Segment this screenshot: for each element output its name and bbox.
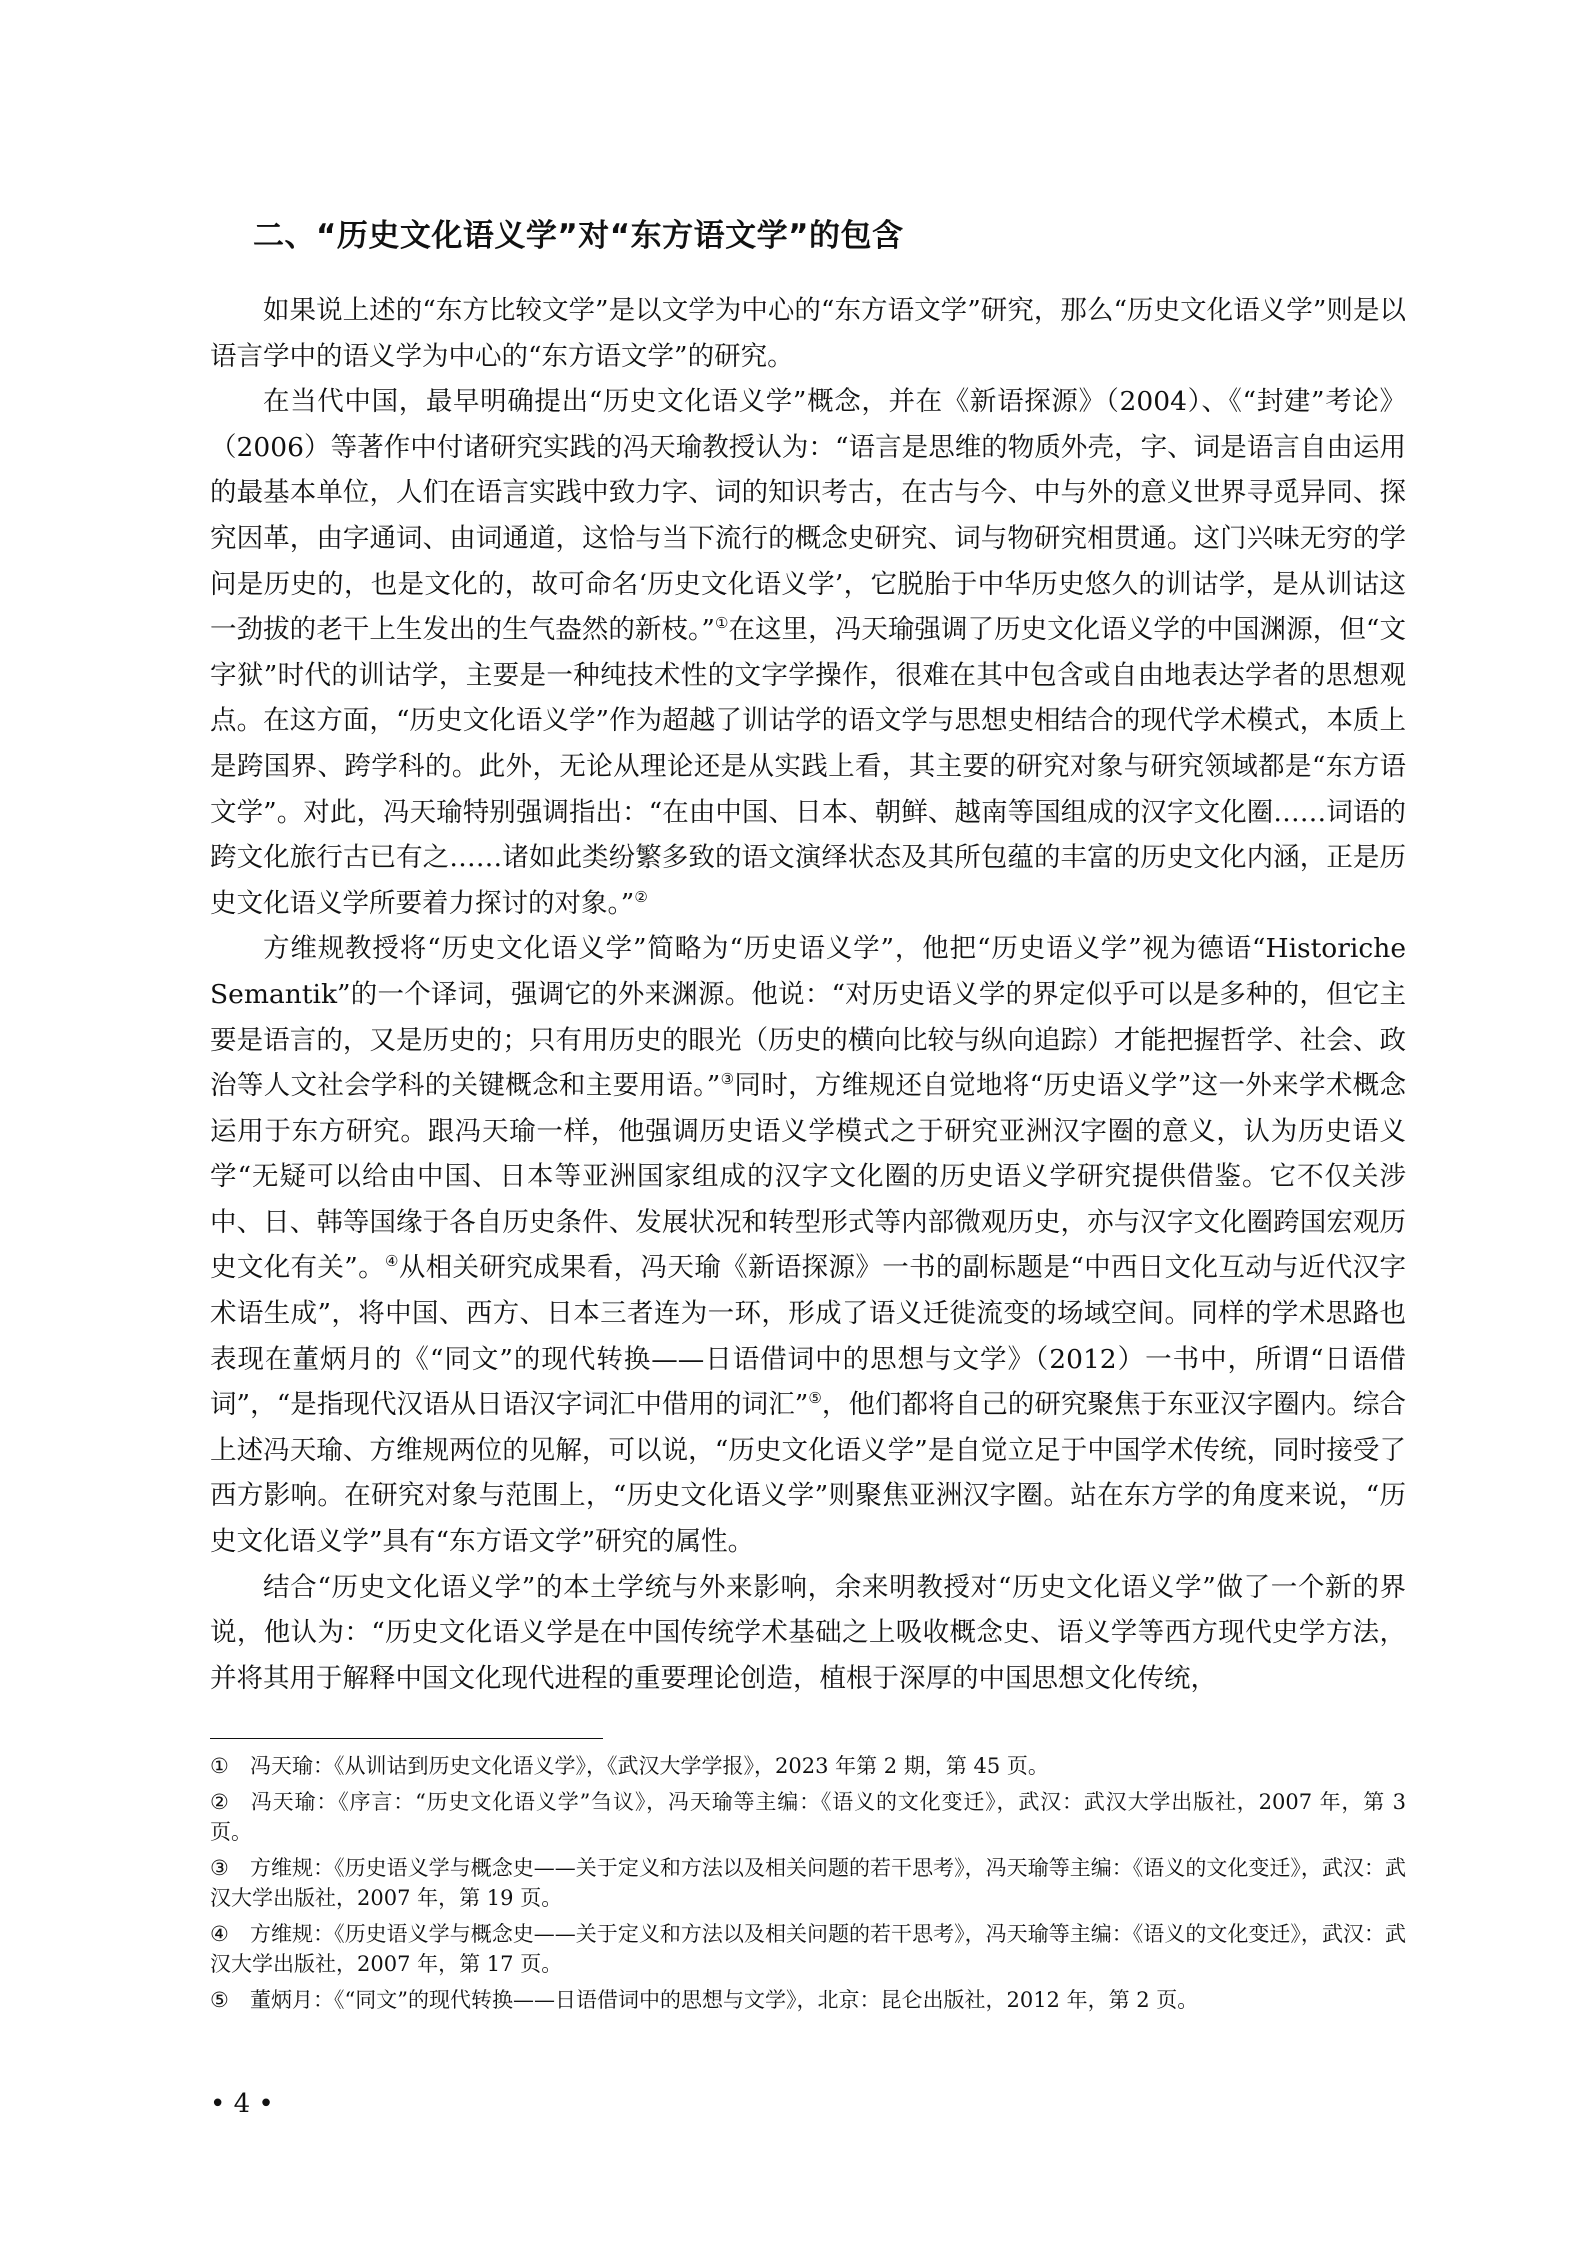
footnote-ref[interactable]: ① <box>714 614 729 633</box>
footnote-item <box>210 1787 1406 1847</box>
footnote-mark: ① <box>210 1754 229 1778</box>
section-heading: 二、“历史文化语义学”对“东方语文学”的包含 <box>253 218 904 254</box>
footnote-ref[interactable]: ④ <box>385 1252 399 1271</box>
footnote-item <box>210 1985 1406 2015</box>
footnote-item <box>210 1751 1406 1781</box>
paragraph-text: 结合“历史文化语义学”的本土学统与外来影响，余来明教授对“历史文化语义学”做了一个新的界说，他认为：“历史文化语义学是在中国传统学术基础之上吸收概念史、语义学等西方现代史学方法，并将其用于解释中国文化现代进程的重要理论创造，植根于深厚的中国思想文化传统， <box>210 1571 1407 1694</box>
footnote-item <box>210 1919 1406 1979</box>
paragraph-text: 在当代中国，最早明确提出“历史文化语义学”概念，并在《新语探源》（2004）、《“封建”考论》（2006）等著作中付诸研究实践的冯天瑜教授认为：“语言是思维的物质外壳，字、词是语言自由运用的最基本单位，人们在语言实践中致力字、词的知识考古，在古与今、中与外的意义世界寻觅异同、探究因革，由字通词、由词通道，这恰与当下流行的概念史研究、词与物研究相贯通。这门兴味无穷的学问是历史的，也是文化的，故可命名‘历史文化语义学’，它脱胎于中华历史悠久的训诂学，是从训诂这一劲拔的老干上生发出的生气盎然的新枝。” <box>210 386 1406 646</box>
footnote-text: 董炳月：《“同文”的现代转换——日语借词中的思想与文学》，北京：昆仑出版社，2012 年，第 2 页。 <box>250 1988 1199 2012</box>
footnote-text: 方维规：《历史语义学与概念史——关于定义和方法以及相关问题的若干思考》，冯天瑜等主编：《语义的文化变迁》，武汉：武汉大学出版社，2007 年，第 17 页。 <box>210 1922 1406 1976</box>
page-number: • 4 • <box>210 2089 274 2119</box>
footnote-text: 方维规：《历史语义学与概念史——关于定义和方法以及相关问题的若干思考》，冯天瑜等主编：《语义的文化变迁》，武汉：武汉大学出版社，2007 年，第 19 页。 <box>210 1856 1406 1910</box>
body-paragraph <box>210 1565 1406 1702</box>
body-paragraph <box>210 288 1406 379</box>
body-paragraph <box>210 379 1406 926</box>
footnote-text: 冯天瑜：《从训诂到历史文化语义学》，《武汉大学学报》，2023 年第 2 期，第 45 页。 <box>250 1754 1049 1778</box>
footnote-ref[interactable]: ③ <box>720 1070 735 1089</box>
footnote-item <box>210 1853 1406 1913</box>
paragraph-text: 方维规教授将“历史文化语义学”简略为“历史语义学”，他把“历史语义学”视为德语“Historiche Semantik”的一个译词，强调它的外来渊源。他说：“对历史语义学的界定似乎可以是多种的，但它主要是语言的，又是历史的；只有用历史的眼光（历史的横向比较与纵向追踪）才能把握哲学、社会、政治等人文社会学科的关键概念和主要用语。” <box>210 933 1406 1102</box>
body-paragraph <box>210 926 1406 1564</box>
paragraph-text: 如果说上述的“东方比较文学”是以文学为中心的“东方语文学”研究，那么“历史文化语义学”则是以语言学中的语义学为中心的“东方语文学”的研究。 <box>210 295 1406 372</box>
paragraph-text: 从相关研究成果看，冯天瑜《新语探源》一书的副标题是“中西日文化互动与近代汉字术语生成”，将中国、西方、日本三者连为一环，形成了语义迁徙流变的场域空间。同样的学术思路也表现在董炳月的《“同文”的现代转换——日语借词中的思想与文学》（2012）一书中，所谓“日语借词”，“是指现代汉语从日语汉字词汇中借用的词汇” <box>210 1252 1406 1421</box>
footnote-mark: ③ <box>210 1856 229 1880</box>
body-text <box>210 288 1406 1701</box>
footnote-mark: ④ <box>210 1922 229 1946</box>
footnote-mark: ⑤ <box>210 1988 229 2012</box>
footnote-mark: ② <box>210 1790 229 1814</box>
footnote-divider <box>210 1738 603 1739</box>
footnotes <box>210 1751 1406 2021</box>
paragraph-text: 同时，方维规还自觉地将“历史语义学”这一外来学术概念运用于东方研究。跟冯天瑜一样，他强调历史语义学模式之于研究亚洲汉字圈的意义，认为历史语义学“无疑可以给由中国、日本等亚洲国家组成的汉字文化圈的历史语义学研究提供借鉴。它不仅关涉中、日、韩等国缘于各自历史条件、发展状况和转型形式等内部微观历史，亦与汉字文化圈跨国宏观历史文化有关”。 <box>210 1070 1406 1284</box>
paragraph-text: ，他们都将自己的研究聚焦于东亚汉字圈内。综合上述冯天瑜、方维规两位的见解，可以说，“历史文化语义学”是自觉立足于中国学术传统，同时接受了西方影响。在研究对象与范围上，“历史文化语义学”则聚焦亚洲汉字圈。站在东方学的角度来说，“历史文化语义学”具有“东方语文学”研究的属性。 <box>210 1389 1406 1558</box>
footnote-ref[interactable]: ② <box>634 887 648 906</box>
paragraph-text: 在这里，冯天瑜强调了历史文化语义学的中国渊源，但“文字狱”时代的训诂学，主要是一种纯技术性的文字学操作，很难在其中包含或自由地表达学者的思想观点。在这方面，“历史文化语义学”作为超越了训诂学的语文学与思想史相结合的现代学术模式，本质上是跨国界、跨学科的。此外，无论从理论还是从实践上看，其主要的研究对象与研究领域都是“东方语文学”。对此，冯天瑜特别强调指出：“在由中国、日本、朝鲜、越南等国组成的汉字文化圈……词语的跨文化旅行古已有之……诸如此类纷繁多致的语文演绎状态及其所包蕴的丰富的历史文化内涵，正是历史文化语义学所要着力探讨的对象。” <box>210 614 1406 919</box>
footnote-ref[interactable]: ⑤ <box>808 1389 822 1408</box>
footnote-text: 冯天瑜：《序言：“历史文化语义学”刍议》，冯天瑜等主编：《语义的文化变迁》，武汉：武汉大学出版社，2007 年，第 3 页。 <box>210 1790 1406 1844</box>
